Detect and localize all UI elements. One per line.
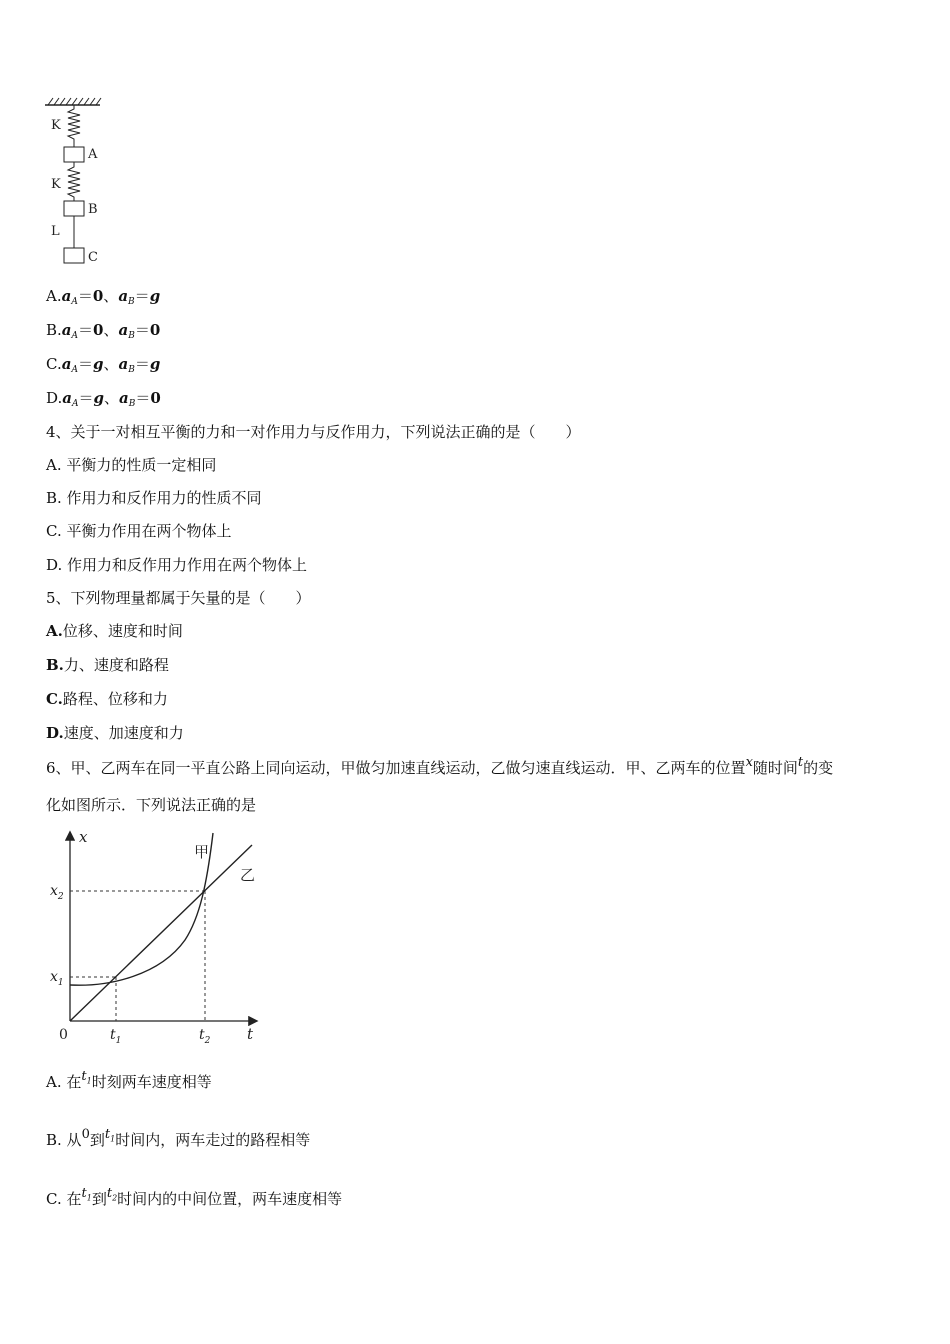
label-k1: K	[51, 118, 61, 133]
q4-option-d[interactable]: D. 作用力和反作用力作用在两个物体上	[46, 556, 308, 574]
line-yi	[70, 845, 252, 1021]
q6-stem-line2: 化如图所示．下列说法正确的是	[46, 796, 257, 814]
label-c: C	[88, 250, 98, 265]
axis-label-x: x	[79, 828, 88, 846]
label-jia: 甲	[194, 843, 210, 861]
spring-k1	[68, 105, 80, 147]
axis-label-t: t	[247, 1025, 254, 1043]
q3-option-b[interactable]: $B.a_A=0$、$a_B=0$	[46, 321, 161, 341]
q4-option-b[interactable]: B. 作用力和反作用力的性质不同	[46, 489, 262, 507]
q4-option-c[interactable]: C. 平衡力作用在两个物体上	[46, 522, 232, 540]
block-b	[64, 201, 84, 216]
label-a: A	[88, 147, 98, 162]
label-b: B	[88, 202, 98, 217]
q3-option-d[interactable]: $D.a_A=g$、$a_B=0$	[46, 389, 161, 409]
q4-stem: 4、关于一对相互平衡的力和一对作用力与反作用力，下列说法正确的是（ ）	[46, 423, 581, 441]
q5-stem: 5、下列物理量都属于矢量的是（ ）	[46, 589, 311, 607]
q4-option-a[interactable]: A. 平衡力的性质一定相同	[46, 456, 217, 474]
block-c	[64, 248, 84, 263]
q6-option-b[interactable]: B. 从0到$t_1$时间内，两车走过的路程相等	[46, 1127, 311, 1149]
q3-option-c[interactable]: $C.a_A=g$、$a_B=g$	[46, 355, 161, 375]
tick-t2: $t_2$	[199, 1027, 211, 1046]
block-a	[64, 147, 84, 162]
label-yi: 乙	[240, 866, 256, 884]
spring-k2	[68, 162, 80, 201]
q6-option-c[interactable]: C. 在$t_1$到$t_2$时间内的中间位置，两车速度相等	[46, 1186, 343, 1208]
q3-option-a[interactable]: $A.a_A=0$、$a_B=g$	[46, 287, 161, 307]
q6-stem-line1: 6、甲、乙两车在同一平直公路上同向运动，甲做匀加速直线运动，乙做匀速直线运动．甲、乙两车的位置x随时间t的变	[46, 755, 834, 777]
tick-x2: $x_2$	[50, 883, 64, 902]
q5-option-a[interactable]: A.位移、速度和时间	[46, 622, 183, 640]
xt-graph	[40, 825, 270, 1055]
label-l: L	[51, 224, 60, 239]
spring-mass-figure	[40, 95, 120, 270]
q5-option-d[interactable]: D.速度、加速度和力	[46, 724, 184, 742]
q5-option-b[interactable]: B.力、速度和路程	[46, 656, 169, 674]
q6-option-a[interactable]: A. 在$t_1$时刻两车速度相等	[46, 1069, 212, 1091]
curve-jia	[70, 833, 213, 985]
tick-t1: $t_1$	[110, 1027, 122, 1046]
q5-option-c[interactable]: C.路程、位移和力	[46, 690, 168, 708]
origin-label: 0	[59, 1027, 68, 1043]
tick-x1: $x_1$	[50, 969, 64, 988]
label-k2: K	[51, 177, 61, 192]
